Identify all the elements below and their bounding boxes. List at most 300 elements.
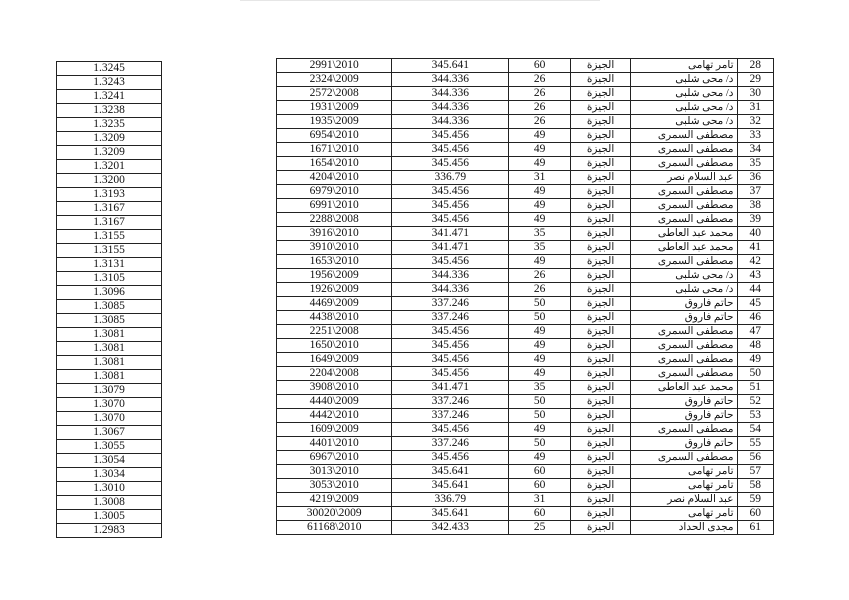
reference-cell: 30020\2009 (277, 507, 392, 521)
value-cell: 341.471 (392, 241, 509, 255)
record-row (277, 297, 774, 311)
record-row (277, 241, 774, 255)
reference-cell: 1653\2010 (277, 255, 392, 269)
code-cell: 50 (509, 297, 571, 311)
ratio-table-body (57, 62, 162, 538)
row-number-cell: 49 (737, 353, 774, 367)
reference-cell: 1609\2009 (277, 423, 392, 437)
ratio-cell: 1.3167 (57, 216, 162, 230)
code-cell: 50 (509, 437, 571, 451)
record-row (277, 451, 774, 465)
row-number-cell: 50 (737, 367, 774, 381)
value-cell: 336.79 (392, 171, 509, 185)
record-row (277, 199, 774, 213)
ratio-row (57, 160, 162, 174)
ratio-cell: 1.3235 (57, 118, 162, 132)
code-cell: 49 (509, 199, 571, 213)
code-cell: 49 (509, 213, 571, 227)
ratio-cell: 1.3096 (57, 286, 162, 300)
ratio-cell: 1.3238 (57, 104, 162, 118)
row-number-cell: 59 (737, 493, 774, 507)
value-cell: 336.79 (392, 493, 509, 507)
name-cell: عبد السلام نصر (631, 493, 737, 507)
city-cell: الجيزة (570, 423, 630, 437)
city-cell: الجيزة (570, 213, 630, 227)
value-cell: 345.456 (392, 353, 509, 367)
ratio-cell: 1.3054 (57, 454, 162, 468)
name-cell: مصطفى السمرى (631, 451, 737, 465)
row-number-cell: 41 (737, 241, 774, 255)
reference-cell: 4438\2010 (277, 311, 392, 325)
record-row (277, 59, 774, 73)
code-cell: 49 (509, 157, 571, 171)
row-number-cell: 60 (737, 507, 774, 521)
name-cell: د/ محى شلبى (631, 101, 737, 115)
row-number-cell: 30 (737, 87, 774, 101)
name-cell: د/ محى شلبى (631, 283, 737, 297)
code-cell: 50 (509, 395, 571, 409)
ratio-row (57, 174, 162, 188)
reference-cell: 3013\2010 (277, 465, 392, 479)
city-cell: الجيزة (570, 185, 630, 199)
city-cell: الجيزة (570, 367, 630, 381)
name-cell: د/ محى شلبى (631, 115, 737, 129)
row-number-cell: 47 (737, 325, 774, 339)
city-cell: الجيزة (570, 73, 630, 87)
reference-cell: 3910\2010 (277, 241, 392, 255)
ratio-row (57, 76, 162, 90)
reference-cell: 4440\2009 (277, 395, 392, 409)
row-number-cell: 42 (737, 255, 774, 269)
name-cell: تامر تهامى (631, 479, 737, 493)
ratio-row (57, 104, 162, 118)
code-cell: 49 (509, 339, 571, 353)
ratio-cell: 1.3167 (57, 202, 162, 216)
name-cell: مصطفى السمرى (631, 339, 737, 353)
ratio-cell: 1.3243 (57, 76, 162, 90)
row-number-cell: 43 (737, 269, 774, 283)
record-row (277, 381, 774, 395)
code-cell: 49 (509, 143, 571, 157)
value-cell: 345.456 (392, 185, 509, 199)
ratio-row (57, 230, 162, 244)
record-row (277, 157, 774, 171)
city-cell: الجيزة (570, 409, 630, 423)
reference-cell: 3053\2010 (277, 479, 392, 493)
city-cell: الجيزة (570, 353, 630, 367)
row-number-cell: 54 (737, 423, 774, 437)
ratio-row (57, 286, 162, 300)
record-row (277, 521, 774, 535)
ratio-row (57, 328, 162, 342)
ratio-cell: 1.3105 (57, 272, 162, 286)
city-cell: الجيزة (570, 297, 630, 311)
city-cell: الجيزة (570, 241, 630, 255)
record-row (277, 437, 774, 451)
city-cell: الجيزة (570, 283, 630, 297)
reference-cell: 2251\2008 (277, 325, 392, 339)
name-cell: تامر تهامى (631, 59, 737, 73)
row-number-cell: 52 (737, 395, 774, 409)
record-row (277, 283, 774, 297)
value-cell: 345.456 (392, 325, 509, 339)
name-cell: مجدى الحداد (631, 521, 737, 535)
row-number-cell: 34 (737, 143, 774, 157)
record-row (277, 507, 774, 521)
row-number-cell: 48 (737, 339, 774, 353)
reference-cell: 1671\2010 (277, 143, 392, 157)
code-cell: 60 (509, 479, 571, 493)
code-cell: 49 (509, 255, 571, 269)
city-cell: الجيزة (570, 381, 630, 395)
record-row (277, 269, 774, 283)
record-row (277, 395, 774, 409)
value-cell: 345.456 (392, 199, 509, 213)
row-number-cell: 46 (737, 311, 774, 325)
record-row (277, 143, 774, 157)
record-row (277, 213, 774, 227)
record-row (277, 255, 774, 269)
ratio-cell: 1.3008 (57, 496, 162, 510)
ratio-row (57, 342, 162, 356)
row-number-cell: 58 (737, 479, 774, 493)
ratio-row (57, 440, 162, 454)
value-cell: 344.336 (392, 115, 509, 129)
reference-cell: 1956\2009 (277, 269, 392, 283)
ratio-cell: 1.3193 (57, 188, 162, 202)
name-cell: د/ محى شلبى (631, 269, 737, 283)
value-cell: 344.336 (392, 73, 509, 87)
name-cell: مصطفى السمرى (631, 353, 737, 367)
reference-cell: 4219\2009 (277, 493, 392, 507)
ratio-row (57, 202, 162, 216)
value-cell: 345.456 (392, 339, 509, 353)
ratio-row (57, 188, 162, 202)
reference-cell: 6991\2010 (277, 199, 392, 213)
record-row (277, 227, 774, 241)
row-number-cell: 37 (737, 185, 774, 199)
name-cell: محمد عبد العاطى (631, 227, 737, 241)
name-cell: حاتم فاروق (631, 409, 737, 423)
code-cell: 60 (509, 59, 571, 73)
code-cell: 49 (509, 353, 571, 367)
value-cell: 345.456 (392, 129, 509, 143)
ratio-row (57, 244, 162, 258)
row-number-cell: 44 (737, 283, 774, 297)
records-table-body (277, 59, 774, 535)
code-cell: 26 (509, 87, 571, 101)
value-cell: 345.456 (392, 157, 509, 171)
value-cell: 341.471 (392, 381, 509, 395)
ratio-cell: 1.3081 (57, 328, 162, 342)
reference-cell: 6979\2010 (277, 185, 392, 199)
reference-cell: 1654\2010 (277, 157, 392, 171)
row-number-cell: 55 (737, 437, 774, 451)
name-cell: مصطفى السمرى (631, 185, 737, 199)
ratio-cell: 1.3155 (57, 244, 162, 258)
ratio-table (56, 61, 162, 538)
ratio-row (57, 370, 162, 384)
ratio-row (57, 482, 162, 496)
ratio-cell: 1.3081 (57, 370, 162, 384)
row-number-cell: 33 (737, 129, 774, 143)
ratio-cell: 1.3241 (57, 90, 162, 104)
ratio-cell: 1.3055 (57, 440, 162, 454)
city-cell: الجيزة (570, 465, 630, 479)
code-cell: 49 (509, 129, 571, 143)
reference-cell: 1931\2009 (277, 101, 392, 115)
city-cell: الجيزة (570, 101, 630, 115)
ratio-row (57, 468, 162, 482)
ratio-row (57, 384, 162, 398)
city-cell: الجيزة (570, 269, 630, 283)
ratio-cell: 1.3079 (57, 384, 162, 398)
record-row (277, 129, 774, 143)
record-row (277, 185, 774, 199)
row-number-cell: 61 (737, 521, 774, 535)
ratio-cell: 1.3201 (57, 160, 162, 174)
code-cell: 26 (509, 73, 571, 87)
record-row (277, 479, 774, 493)
ratio-row (57, 398, 162, 412)
value-cell: 342.433 (392, 521, 509, 535)
name-cell: حاتم فاروق (631, 297, 737, 311)
ratio-row (57, 426, 162, 440)
ratio-row (57, 356, 162, 370)
record-row (277, 115, 774, 129)
ratio-row (57, 314, 162, 328)
code-cell: 49 (509, 325, 571, 339)
ratio-row (57, 300, 162, 314)
ratio-cell: 1.3245 (57, 62, 162, 76)
row-number-cell: 45 (737, 297, 774, 311)
name-cell: د/ محى شلبى (631, 87, 737, 101)
code-cell: 50 (509, 311, 571, 325)
reference-cell: 4204\2010 (277, 171, 392, 185)
name-cell: مصطفى السمرى (631, 213, 737, 227)
record-row (277, 339, 774, 353)
ratio-row (57, 132, 162, 146)
city-cell: الجيزة (570, 143, 630, 157)
city-cell: الجيزة (570, 339, 630, 353)
value-cell: 345.641 (392, 59, 509, 73)
ratio-cell: 1.3085 (57, 314, 162, 328)
ratio-cell: 1.3200 (57, 174, 162, 188)
code-cell: 50 (509, 409, 571, 423)
code-cell: 25 (509, 521, 571, 535)
code-cell: 26 (509, 269, 571, 283)
name-cell: مصطفى السمرى (631, 199, 737, 213)
reference-cell: 2324\2009 (277, 73, 392, 87)
city-cell: الجيزة (570, 325, 630, 339)
ratio-row (57, 146, 162, 160)
ratio-cell: 1.3209 (57, 146, 162, 160)
value-cell: 345.456 (392, 255, 509, 269)
ratio-cell: 1.3209 (57, 132, 162, 146)
reference-cell: 3916\2010 (277, 227, 392, 241)
ratio-row (57, 118, 162, 132)
name-cell: تامر تهامى (631, 465, 737, 479)
name-cell: مصطفى السمرى (631, 325, 737, 339)
record-row (277, 101, 774, 115)
value-cell: 337.246 (392, 297, 509, 311)
code-cell: 26 (509, 283, 571, 297)
code-cell: 31 (509, 493, 571, 507)
city-cell: الجيزة (570, 115, 630, 129)
name-cell: مصطفى السمرى (631, 423, 737, 437)
value-cell: 337.246 (392, 437, 509, 451)
reference-cell: 6954\2010 (277, 129, 392, 143)
name-cell: مصطفى السمرى (631, 129, 737, 143)
value-cell: 345.456 (392, 451, 509, 465)
name-cell: مصطفى السمرى (631, 367, 737, 381)
reference-cell: 2204\2008 (277, 367, 392, 381)
value-cell: 337.246 (392, 311, 509, 325)
ratio-cell: 1.3081 (57, 342, 162, 356)
city-cell: الجيزة (570, 451, 630, 465)
city-cell: الجيزة (570, 521, 630, 535)
value-cell: 345.456 (392, 367, 509, 381)
value-cell: 344.336 (392, 283, 509, 297)
name-cell: حاتم فاروق (631, 395, 737, 409)
reference-cell: 2288\2008 (277, 213, 392, 227)
ratio-row (57, 412, 162, 426)
ratio-row (57, 524, 162, 538)
ratio-cell: 1.2983 (57, 524, 162, 538)
code-cell: 49 (509, 185, 571, 199)
name-cell: محمد عبد العاطى (631, 241, 737, 255)
city-cell: الجيزة (570, 479, 630, 493)
reference-cell: 1650\2010 (277, 339, 392, 353)
record-row (277, 171, 774, 185)
value-cell: 337.246 (392, 395, 509, 409)
value-cell: 345.641 (392, 479, 509, 493)
records-table (276, 58, 774, 535)
code-cell: 49 (509, 451, 571, 465)
code-cell: 35 (509, 381, 571, 395)
code-cell: 35 (509, 227, 571, 241)
name-cell: مصطفى السمرى (631, 255, 737, 269)
ratio-cell: 1.3155 (57, 230, 162, 244)
ratio-cell: 1.3005 (57, 510, 162, 524)
record-row (277, 311, 774, 325)
record-row (277, 353, 774, 367)
ratio-row (57, 216, 162, 230)
value-cell: 345.641 (392, 465, 509, 479)
city-cell: الجيزة (570, 87, 630, 101)
ratio-cell: 1.3067 (57, 426, 162, 440)
code-cell: 35 (509, 241, 571, 255)
row-number-cell: 31 (737, 101, 774, 115)
city-cell: الجيزة (570, 157, 630, 171)
value-cell: 341.471 (392, 227, 509, 241)
code-cell: 60 (509, 465, 571, 479)
value-cell: 345.641 (392, 507, 509, 521)
city-cell: الجيزة (570, 129, 630, 143)
record-row (277, 423, 774, 437)
ratio-cell: 1.3010 (57, 482, 162, 496)
ratio-cell: 1.3034 (57, 468, 162, 482)
code-cell: 26 (509, 115, 571, 129)
value-cell: 337.246 (392, 409, 509, 423)
value-cell: 345.456 (392, 143, 509, 157)
row-number-cell: 56 (737, 451, 774, 465)
row-number-cell: 39 (737, 213, 774, 227)
ratio-cell: 1.3085 (57, 300, 162, 314)
reference-cell: 2572\2008 (277, 87, 392, 101)
city-cell: الجيزة (570, 255, 630, 269)
ratio-cell: 1.3070 (57, 398, 162, 412)
record-row (277, 87, 774, 101)
row-number-cell: 38 (737, 199, 774, 213)
row-number-cell: 57 (737, 465, 774, 479)
city-cell: الجيزة (570, 171, 630, 185)
code-cell: 49 (509, 367, 571, 381)
row-number-cell: 28 (737, 59, 774, 73)
city-cell: الجيزة (570, 227, 630, 241)
city-cell: الجيزة (570, 311, 630, 325)
ratio-row (57, 454, 162, 468)
row-number-cell: 35 (737, 157, 774, 171)
code-cell: 26 (509, 101, 571, 115)
reference-cell: 61168\2010 (277, 521, 392, 535)
reference-cell: 4442\2010 (277, 409, 392, 423)
code-cell: 49 (509, 423, 571, 437)
ratio-row (57, 272, 162, 286)
ratio-cell: 1.3081 (57, 356, 162, 370)
row-number-cell: 53 (737, 409, 774, 423)
city-cell: الجيزة (570, 199, 630, 213)
record-row (277, 409, 774, 423)
record-row (277, 367, 774, 381)
city-cell: الجيزة (570, 507, 630, 521)
code-cell: 31 (509, 171, 571, 185)
reference-cell: 3908\2010 (277, 381, 392, 395)
ratio-row (57, 90, 162, 104)
reference-cell: 4469\2009 (277, 297, 392, 311)
row-number-cell: 40 (737, 227, 774, 241)
row-number-cell: 32 (737, 115, 774, 129)
value-cell: 344.336 (392, 101, 509, 115)
value-cell: 345.456 (392, 423, 509, 437)
city-cell: الجيزة (570, 395, 630, 409)
row-number-cell: 36 (737, 171, 774, 185)
city-cell: الجيزة (570, 493, 630, 507)
reference-cell: 1926\2009 (277, 283, 392, 297)
reference-cell: 2991\2010 (277, 59, 392, 73)
name-cell: حاتم فاروق (631, 437, 737, 451)
row-number-cell: 29 (737, 73, 774, 87)
value-cell: 344.336 (392, 87, 509, 101)
city-cell: الجيزة (570, 59, 630, 73)
scan-edge-line (240, 0, 600, 1)
value-cell: 345.456 (392, 213, 509, 227)
name-cell: مصطفى السمرى (631, 157, 737, 171)
row-number-cell: 51 (737, 381, 774, 395)
name-cell: تامر تهامى (631, 507, 737, 521)
ratio-row (57, 258, 162, 272)
reference-cell: 1649\2009 (277, 353, 392, 367)
reference-cell: 6967\2010 (277, 451, 392, 465)
record-row (277, 325, 774, 339)
reference-cell: 4401\2010 (277, 437, 392, 451)
city-cell: الجيزة (570, 437, 630, 451)
record-row (277, 73, 774, 87)
ratio-cell: 1.3131 (57, 258, 162, 272)
name-cell: عبد السلام نصر (631, 171, 737, 185)
value-cell: 344.336 (392, 269, 509, 283)
record-row (277, 465, 774, 479)
